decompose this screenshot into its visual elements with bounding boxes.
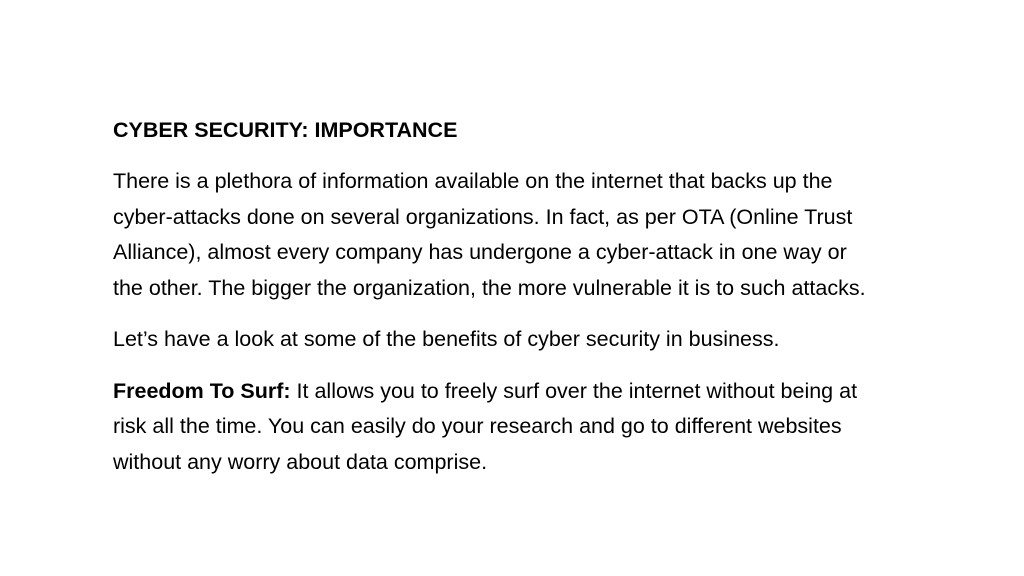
- slide-heading: CYBER SECURITY: IMPORTANCE: [113, 118, 458, 142]
- benefits-intro-line: Let’s have a look at some of the benefits of cyber security in business.: [113, 327, 780, 351]
- freedom-to-surf-paragraph: [113, 374, 1018, 481]
- intro-paragraph-line: There is a plethora of information available on the internet that backs up the: [113, 169, 833, 193]
- slide-content: [113, 115, 1018, 496]
- intro-paragraph: [113, 164, 1018, 306]
- freedom-to-surf-lead: Freedom To Surf:: [113, 378, 291, 403]
- intro-paragraph-line: the other. The bigger the organization, the more vulnerable it is to such attacks.: [113, 275, 866, 300]
- intro-paragraph-line: cyber-attacks done on several organizations. In fact, as per OTA (Online Trust: [113, 204, 853, 229]
- freedom-to-surf-line: without any worry about data comprise.: [113, 449, 488, 474]
- freedom-to-surf-text: It allows you to freely surf over the internet without being at: [290, 378, 858, 403]
- freedom-to-surf-line: [113, 374, 1018, 410]
- benefits-intro-paragraph: [113, 322, 1018, 358]
- freedom-to-surf-line: risk all the time. You can easily do your research and go to different websites: [113, 414, 842, 438]
- intro-paragraph-line: Alliance), almost every company has undergone a cyber-attack in one way or: [113, 240, 847, 264]
